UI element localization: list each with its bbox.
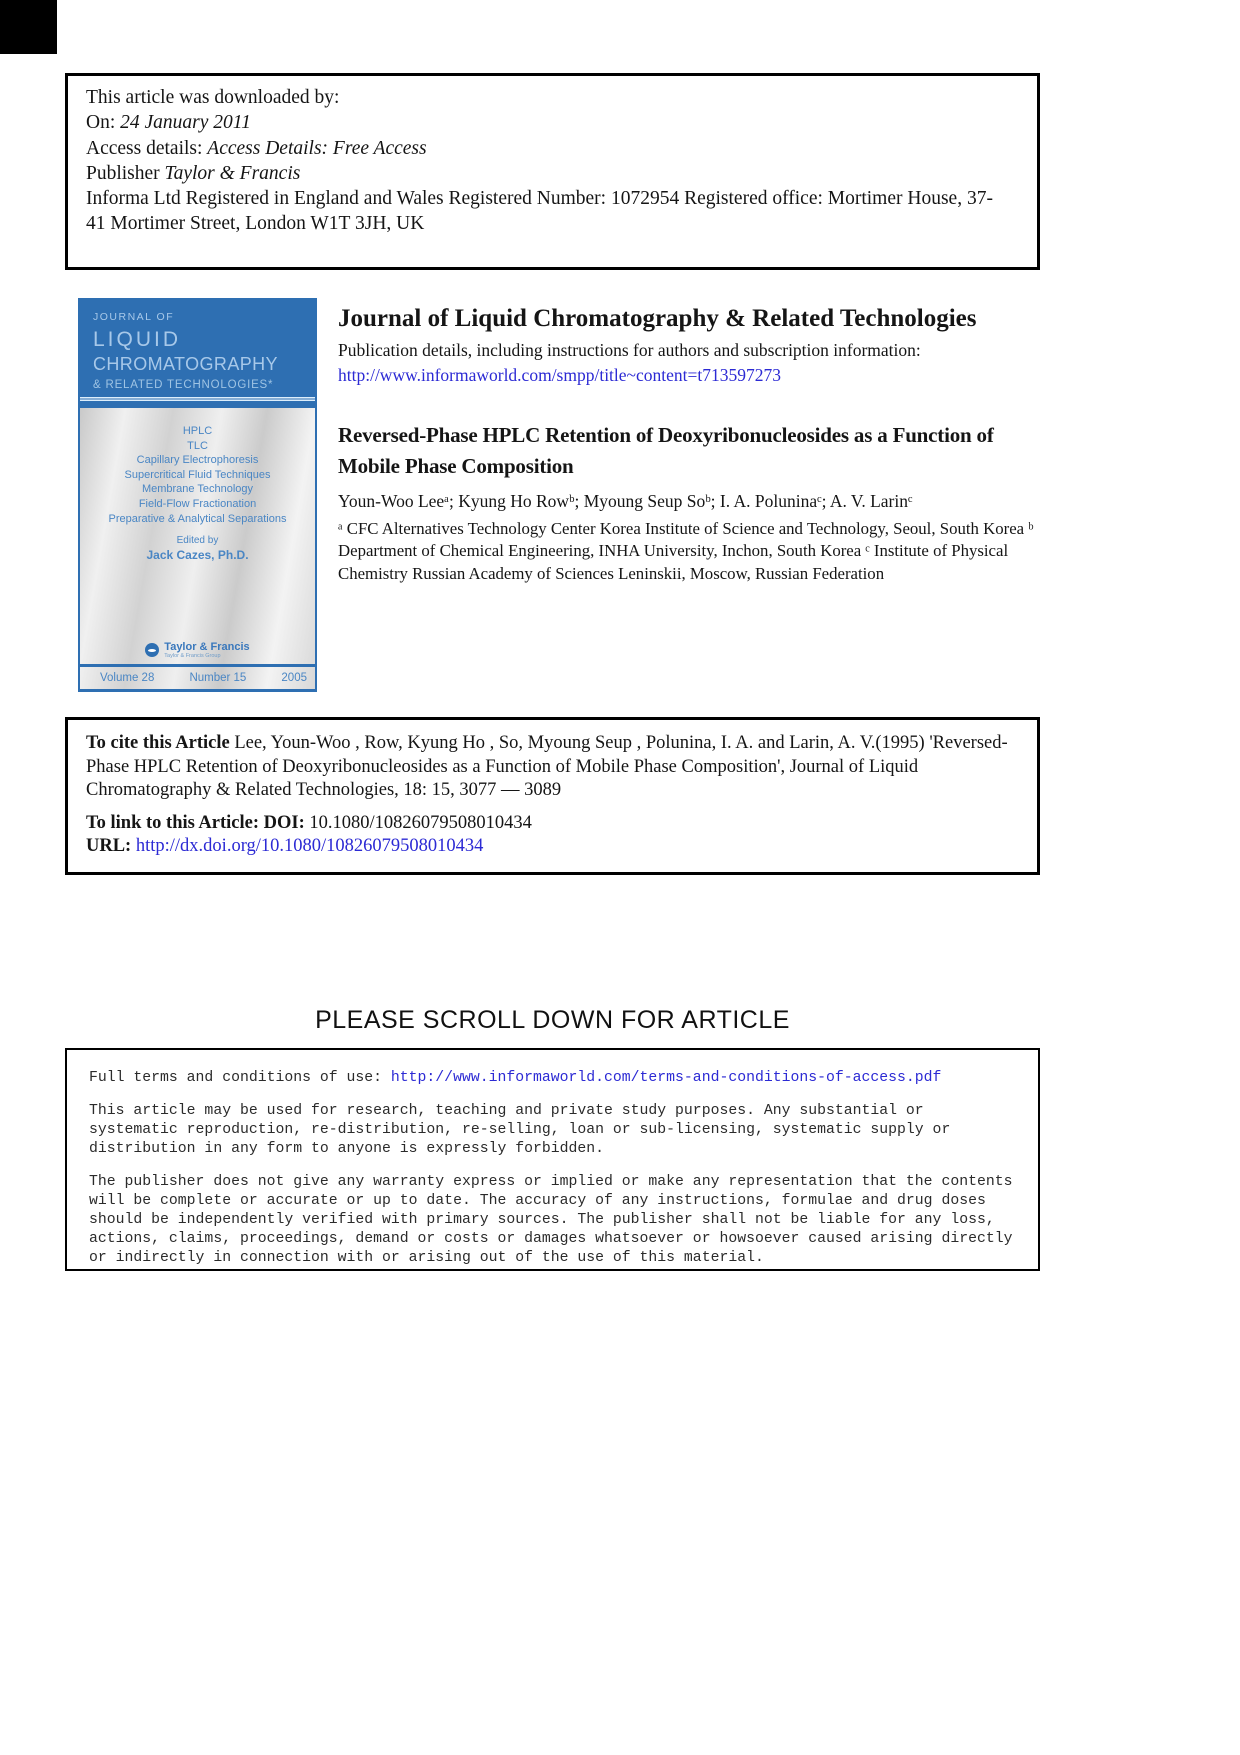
terms-p1-line-3: distribution in any form to anyone is expressly forbidden. xyxy=(89,1141,605,1157)
affiliation-line-2: Department of Chemical Engineering, INHA University, Inchon, South Korea ᶜ Institute of Physical xyxy=(338,541,1009,561)
cover-topic: Membrane Technology xyxy=(141,483,254,496)
cover-volume: Volume 28 xyxy=(100,672,155,684)
publisher-line: Publisher Taylor & Francis xyxy=(86,162,301,184)
terms-p2-line-5: or indirectly in connection with or arising out of the use of this material. xyxy=(89,1250,764,1266)
cover-topic: TLC xyxy=(187,439,208,452)
full-terms-label: Full terms and conditions of use: xyxy=(89,1070,391,1086)
article-title-line-2: Mobile Phase Composition xyxy=(338,454,574,478)
article-authors: Youn-Woo Leeᵃ; Kyung Ho Rowᵇ; Myoung Seup Soᵇ; I. A. Poluninaᶜ; A. V. Larinᶜ xyxy=(338,491,913,511)
cover-number: Number 15 xyxy=(189,672,247,684)
terms-p2-line-4: actions, claims, proceedings, demand or costs or damages whatsoever or howsoever caused arising directly xyxy=(89,1231,1013,1247)
terms-p1-line-2: systematic reproduction, re-distribution, re-selling, loan or sub-licensing, systematic supply or xyxy=(89,1122,951,1138)
informa-registration-line-1: Informa Ltd Registered in England and Wales Registered Number: 1072954 Registered office: Mortimer House, 37- xyxy=(86,188,993,210)
doi-value: 10.1080/10826079508010434 xyxy=(309,812,532,833)
cover-topic: HPLC xyxy=(182,425,213,437)
terms-paragraph-2 xyxy=(89,1173,1018,1268)
doi-line xyxy=(86,812,1019,836)
cover-volume-bar xyxy=(80,667,315,689)
cover-year: 2005 xyxy=(281,672,307,684)
article-affiliations xyxy=(338,518,1048,585)
cover-masthead-line-1: JOURNAL OF xyxy=(93,311,175,323)
url-label: URL: xyxy=(86,836,136,856)
scroll-down-banner: PLEASE SCROLL DOWN FOR ARTICLE xyxy=(315,1006,790,1034)
access-details-line: Access details: Access Details: Free Access xyxy=(86,137,427,159)
publisher-logo-text: Taylor & Francis xyxy=(164,640,250,653)
article-header xyxy=(338,420,1048,585)
terms-p2-line-3: should be independently verified with primary sources. The publisher shall not be liable for any loss, xyxy=(89,1212,995,1228)
terms-p2-line-2: will be complete or accurate or up to date. The accuracy of any instructions, formulae and drug doses xyxy=(89,1193,986,1209)
cover-edited-by-label: Edited by xyxy=(176,535,219,547)
cover-masthead-rule xyxy=(80,396,315,402)
terms-url-link[interactable]: http://www.informaworld.com/terms-and-conditions-of-access.pdf xyxy=(390,1070,942,1086)
informa-registration-line-2: 41 Mortimer Street, London W1T 3JH, UK xyxy=(86,213,425,235)
terms-paragraph-1 xyxy=(89,1102,1018,1159)
cover-body xyxy=(80,408,315,689)
publisher-logo-subtext: Taylor & Francis Group xyxy=(164,652,221,659)
cite-line-3: Chromatography & Related Technologies, 18: 15, 3077 — 3089 xyxy=(86,780,562,800)
journal-cover-thumbnail xyxy=(78,298,317,692)
cover-topic: Preparative & Analytical Separations xyxy=(108,512,287,525)
cover-editor-name: Jack Cazes, Ph.D. xyxy=(146,548,249,563)
cover-topic: Field-Flow Fractionation xyxy=(138,497,257,510)
cover-topic: Capillary Electrophoresis xyxy=(136,454,259,467)
terms-p1-line-1: This article may be used for research, teaching and private study purposes. Any substantial or xyxy=(89,1103,924,1119)
cover-masthead xyxy=(80,298,315,408)
full-terms-line xyxy=(89,1069,1018,1088)
cover-masthead-line-4: & RELATED TECHNOLOGIES* xyxy=(93,379,274,391)
cover-topics xyxy=(109,424,287,526)
article-title-line-1: Reversed-Phase HPLC Retention of Deoxyribonucleosides as a Function of xyxy=(338,423,994,447)
cite-line-2: Phase HPLC Retention of Deoxyribonucleosides as a Function of Mobile Phase Composition', Journal of Liquid xyxy=(86,756,919,777)
download-date: 24 January 2011 xyxy=(120,112,251,134)
scan-corner-mark xyxy=(0,0,57,54)
cover-masthead-line-3: CHROMATOGRAPHY xyxy=(93,354,278,374)
publisher-logo-row xyxy=(145,642,249,660)
publication-details-text: Publication details, including instructions for authors and subscription information: xyxy=(338,340,921,360)
cite-label: To cite this Article xyxy=(86,733,230,753)
terms-box xyxy=(65,1048,1040,1271)
affiliation-line-3: Chemistry Russian Academy of Sciences Leninskii, Moscow, Russian Federation xyxy=(338,563,885,583)
terms-p2-line-1: The publisher does not give any warranty express or implied or make any representation that the contents xyxy=(89,1174,1013,1190)
downloaded-by-line: This article was downloaded by: xyxy=(86,87,340,108)
download-info-box xyxy=(65,73,1040,270)
citation-box xyxy=(65,717,1040,875)
doi-label: To link to this Article: DOI: xyxy=(86,812,310,833)
journal-header xyxy=(338,305,1048,386)
taylor-francis-logo-icon xyxy=(145,643,159,657)
cover-masthead-line-2: LIQUID xyxy=(93,328,182,351)
article-url-line xyxy=(86,835,1019,859)
doi-url-link[interactable]: http://dx.doi.org/10.1080/10826079508010434 xyxy=(135,836,484,856)
cover-topic: Supercritical Fluid Techniques xyxy=(124,468,271,481)
access-details: Access Details: Free Access xyxy=(207,137,427,159)
download-date-line: On: 24 January 2011 xyxy=(86,112,251,134)
journal-title: Journal of Liquid Chromatography & Related Technologies xyxy=(338,305,977,332)
cite-line-1: To cite this Article Lee, Youn-Woo , Row, Kyung Ho , So, Myoung Seup , Polunina, I. A. and Larin, A. V.(1995) 'Reversed- xyxy=(86,733,1008,753)
publisher-name: Taylor & Francis xyxy=(164,162,301,184)
affiliation-line-1: ᵃ CFC Alternatives Technology Center Korea Institute of Science and Technology, Seoul, South Korea ᵇ xyxy=(338,519,1034,538)
journal-url-link[interactable]: http://www.informaworld.com/smpp/title~content=t713597273 xyxy=(338,365,782,385)
